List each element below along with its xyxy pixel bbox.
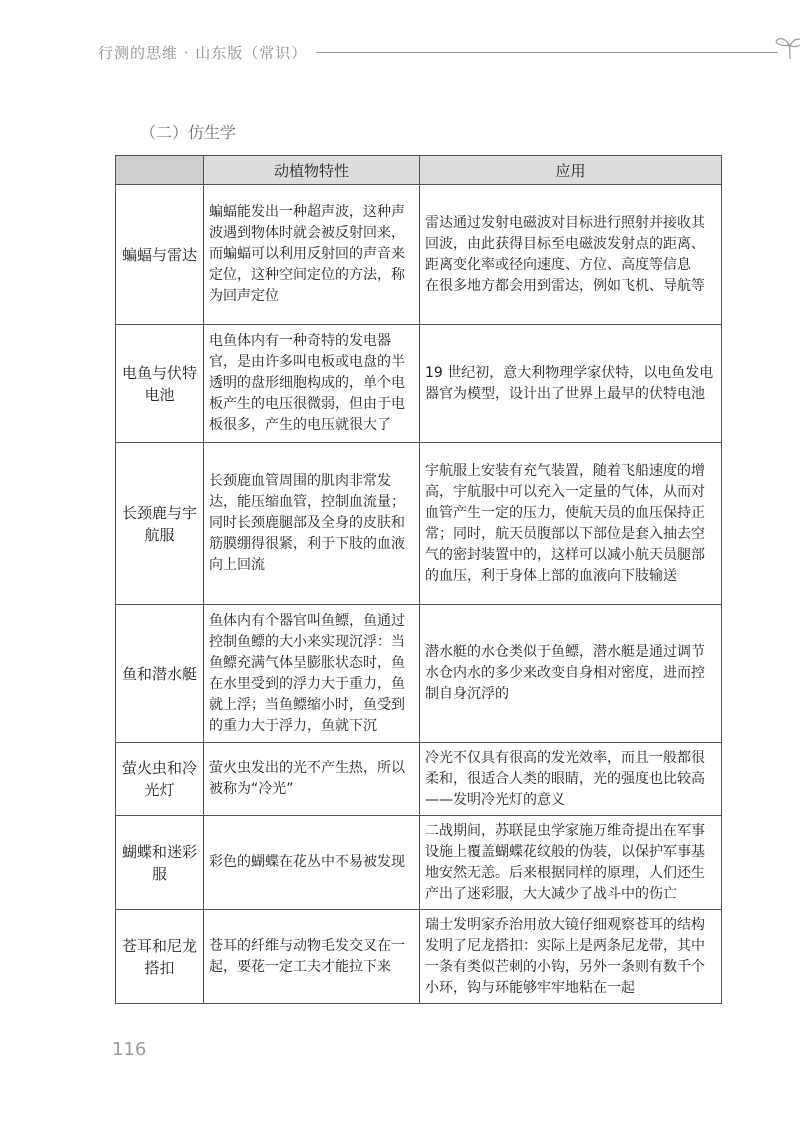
column-header-application: 应用: [420, 156, 722, 185]
table-row: [116, 325, 722, 443]
table-row: [116, 910, 722, 1004]
table-row: [116, 816, 722, 910]
table-header-row: [116, 156, 722, 185]
header-rule: [316, 52, 778, 53]
row-trait: 电鱼体内有一种奇特的发电器官，是由许多叫电板或电盘的半透明的盘形细胞构成的，单个电板产生的电压很微弱，但由于电板很多，产生的电压就很大了: [204, 325, 420, 443]
row-trait: 蝙蝠能发出一种超声波，这种声波遇到物体时就会被反射回来，而蝙蝠可以利用反射回的声音来定位，这种空间定位的方法，称为回声定位: [204, 185, 420, 325]
row-application: 19 世纪初，意大利物理学家伏特，以电鱼发电器官为模型，设计出了世界上最早的伏特电池: [420, 325, 722, 443]
table-row: [116, 185, 722, 325]
row-name: 蝙蝠与雷达: [116, 185, 204, 325]
running-header-title: 行测的思维 · 山东版（常识）: [98, 44, 308, 62]
row-name: 长颈鹿与宇航服: [116, 443, 204, 605]
running-header: [98, 40, 718, 68]
row-trait: 苍耳的纤维与动物毛发交叉在一起，要花一定工夫才能拉下来: [204, 910, 420, 1004]
table-row: [116, 443, 722, 605]
row-application: 潜水艇的水仓类似于鱼鳔，潜水艇是通过调节水仓内水的多少来改变自身相对密度，进而控制自身沉浮的: [420, 605, 722, 743]
row-trait: 彩色的蝴蝶在花丛中不易被发现: [204, 816, 420, 910]
row-application: 二战期间，苏联昆虫学家施万维奇提出在军事设施上覆盖蝴蝶花纹般的伪装，以保护军事基地安然无恙。后来根据同样的原理，人们还生产出了迷彩服，大大减少了战斗中的伤亡: [420, 816, 722, 910]
page-number: 116: [112, 1039, 147, 1060]
row-application: 宇航服上安装有充气装置，随着飞船速度的增高，宇航服中可以充入一定量的气体，从而对血管产生一定的压力，使航天员的血压保持正常；同时，航天员腹部以下部位是套入抽去空气的密封装置中的，这样可以减小航天员腿部的血压，利于身体上部的血液向下肢输送: [420, 443, 722, 605]
row-name: 鱼和潜水艇: [116, 605, 204, 743]
row-name: 萤火虫和冷光灯: [116, 743, 204, 816]
bionics-table: [115, 155, 722, 1004]
table-row: [116, 605, 722, 743]
row-name: 蝴蝶和迷彩服: [116, 816, 204, 910]
sprout-icon: [774, 34, 800, 60]
table-row: [116, 743, 722, 816]
row-trait: 萤火虫发出的光不产生热，所以被称为“冷光”: [204, 743, 420, 816]
row-application: 冷光不仅具有很高的发光效率，而且一般都很柔和，很适合人类的眼睛，光的强度也比较高——发明冷光灯的意义: [420, 743, 722, 816]
column-header-trait: 动植物特性: [204, 156, 420, 185]
section-title: （二）仿生学: [140, 123, 237, 142]
row-trait: 鱼体内有个器官叫鱼鳔，鱼通过控制鱼鳔的大小来实现沉浮：当鱼鳔充满气体呈膨胀状态时，鱼在水里受到的浮力大于重力，鱼就上浮；当鱼鳔缩小时，鱼受到的重力大于浮力，鱼就下沉: [204, 605, 420, 743]
column-header-blank: [116, 156, 204, 185]
row-application: 雷达通过发射电磁波对目标进行照射并接收其回波，由此获得目标至电磁波发射点的距离、距离变化率或径向速度、方位、高度等信息 在很多地方都会用到雷达，例如飞机、导航等: [420, 185, 722, 325]
row-name: 电鱼与伏特电池: [116, 325, 204, 443]
row-trait: 长颈鹿血管周围的肌肉非常发达，能压缩血管，控制血流量；同时长颈鹿腿部及全身的皮肤和筋膜绷得很紧，利于下肢的血液向上回流: [204, 443, 420, 605]
row-application: 瑞士发明家乔治用放大镜仔细观察苍耳的结构发明了尼龙搭扣：实际上是两条尼龙带，其中一条有类似芒刺的小钩，另外一条则有数千个小环，钩与环能够牢牢地粘在一起: [420, 910, 722, 1004]
row-name: 苍耳和尼龙搭扣: [116, 910, 204, 1004]
